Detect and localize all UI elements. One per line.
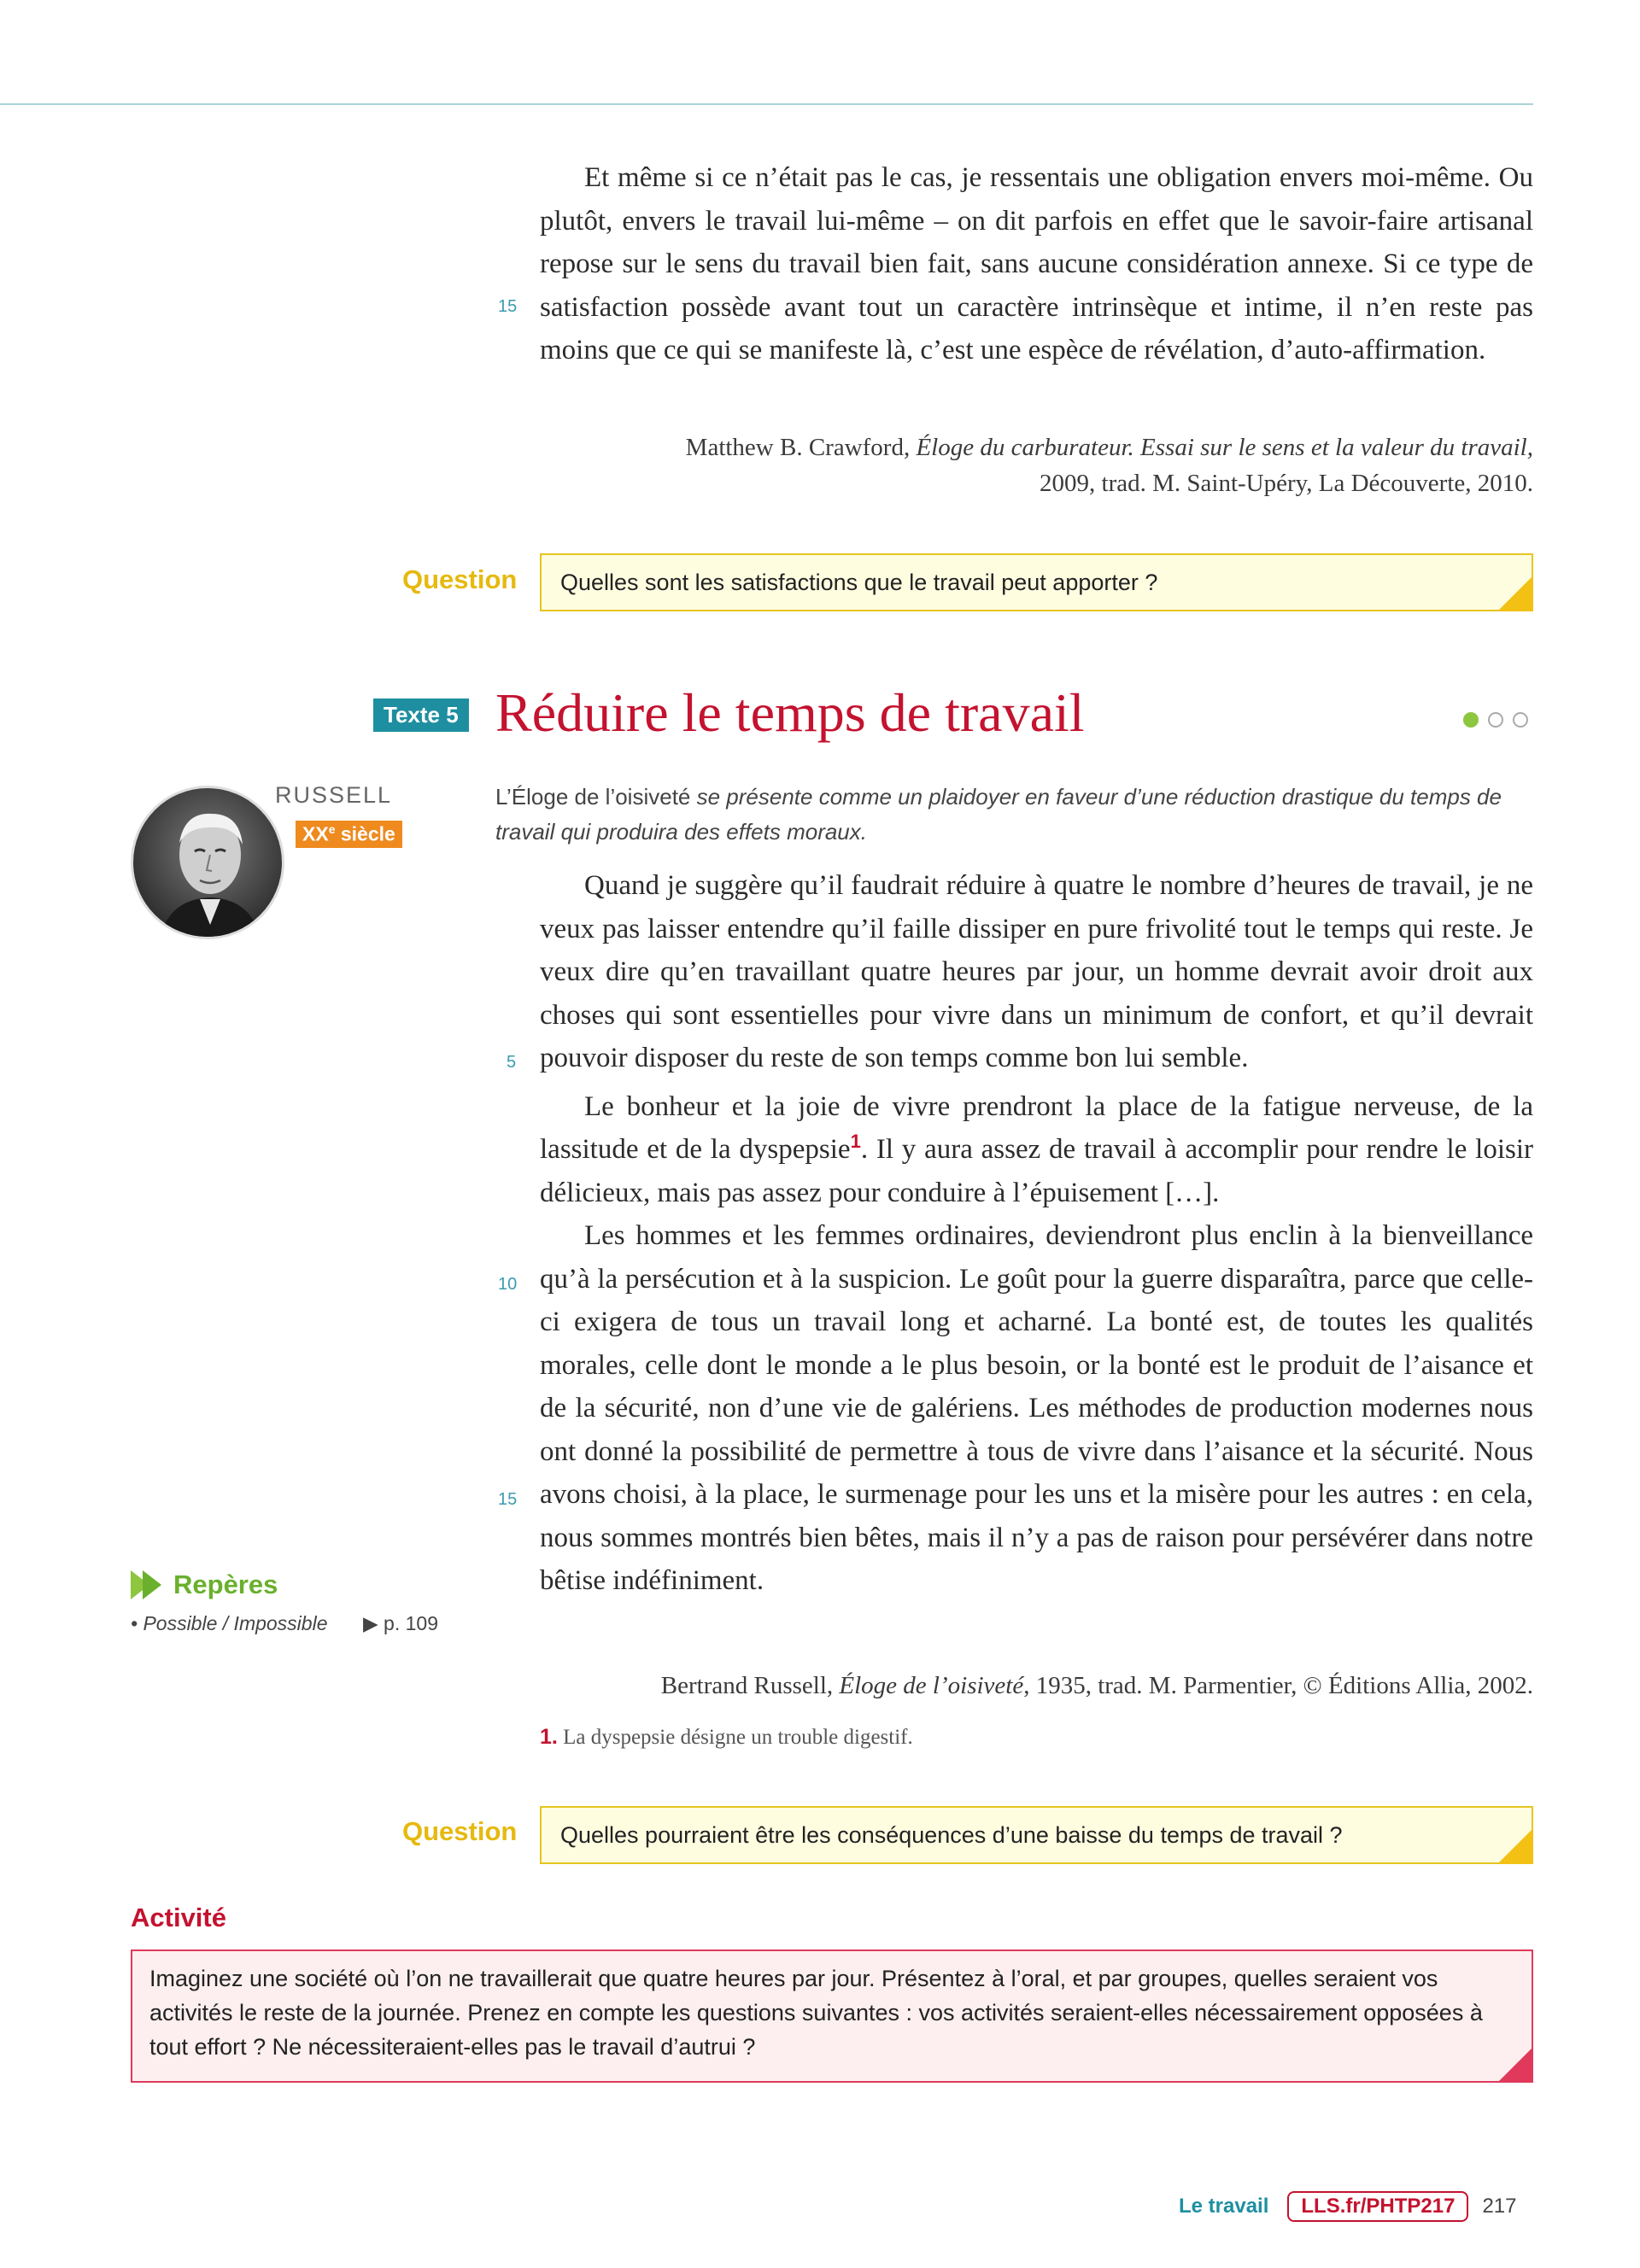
paragraph-3: Les hommes et les femmes ordinaires, deviendront plus enclin à la bienveillance qu’à la persécution et à la suspicion. Le goût pour la guerre disparaîtra, parce que celle-ci exigera de tous un travail long et acharné. La bonté est, de toutes les qualités morales, celle dont le monde a le plus besoin, or la bonté est le produit de l’aisance et de la sécurité, non d’une vie de galériens. Les méthodes de production modernes nous ont donné la possibilité de permettre à tous de vivre dans l’aisance et la sécurité. Nous avons choisi, à la place, le surmenage pour les uns et la misère pour les autres : en cela, nous sommes montrés bien bêtes, mais il n’y a pas de raison pour persévérer dans notre bêtise indéfiniment. [540, 1220, 1533, 1596]
top-excerpt-paragraph: Et même si ce n’était pas le cas, je ressentais une obligation envers moi-même. Ou plutôt, envers le travail lui-même – on dit parfois en effet que le savoir-faire artisanal repose sur le sens du travail bien fait, sans aucune considération annexe. Si ce type de satisfaction possède avant tout un caractère intrinsèque et intime, il n’en reste pas moins que ce qui se manifeste là, c’est une espèce de révélation, d’auto-affirmation. [540, 162, 1533, 365]
main-excerpt [540, 864, 1533, 1603]
line-number: 5 [507, 1053, 517, 1072]
line-number: 10 [498, 1275, 518, 1294]
century-sup: e [328, 822, 336, 836]
question-corner [1497, 1828, 1533, 1864]
page-number: 217 [1482, 2195, 1517, 2218]
question-label: Question [402, 1816, 518, 1846]
main-citation [540, 1668, 1533, 1704]
citation-rest: 2009, trad. M. Saint-Upéry, La Découverte, 2010. [1040, 470, 1533, 497]
paragraph-1: Quand je suggère qu’il faudrait réduire à quatre le nombre d’heures de travail, je ne veux pas laisser entendre qu’il faille dissiper en pure frivolité tout le temps qui reste. Je veux dire qu’en travaillant quatre heures par jour, un homme devrait avoir droit aux choses qui sont essentielles pour vivre dans un minimum de confort, et qu’il devrait pouvoir disposer du reste de son temps comme bon lui semble. [540, 870, 1533, 1073]
footnote-text: La dyspepsie désigne un trouble digestif. [557, 1726, 913, 1749]
footnote-number: 1. [540, 1725, 558, 1749]
author-portrait [131, 786, 284, 939]
activity-label: Activité [131, 1903, 226, 1932]
footnote-marker: 1 [850, 1131, 861, 1152]
line-number: 15 [498, 297, 518, 316]
top-citation [540, 430, 1533, 501]
citation-title: Éloge du carburateur. Essai sur le sens et la valeur du travail, [916, 434, 1533, 461]
paragraph-2-a: Le bonheur et la joie de vivre prendront la place de la fatigue nerveuse, de la lassitude et de la dyspepsie [540, 1090, 1533, 1165]
century-rest: siècle [335, 822, 395, 845]
question-label: Question [402, 564, 518, 594]
author-name: RUSSELL [275, 782, 393, 808]
line-number: 15 [498, 1490, 518, 1509]
footer-chapter: Le travail [1179, 2195, 1269, 2218]
top-excerpt [540, 156, 1533, 372]
paragraph-2-b: . Il y aura assez de travail à accomplir pour rendre le loisir délicieux, mais pas assez pour conduire à l’épuisement […]. [540, 1134, 1533, 1208]
citation-author: Bertrand Russell, [660, 1672, 834, 1699]
text-badge: Texte 5 [373, 699, 469, 732]
question-corner [1497, 576, 1533, 611]
century-main: XX [302, 822, 329, 845]
citation-rest: , 1935, trad. M. Parmentier, © Éditions Allia, 2002. [1023, 1672, 1533, 1699]
paragraph-2 [540, 1085, 1533, 1215]
reperes-title: Repères [173, 1569, 278, 1599]
question-text: Quelles sont les satisfactions que le travail peut apporter ? [560, 569, 1158, 595]
top-divider [0, 103, 1533, 105]
difficulty-dot-filled [1463, 712, 1479, 728]
reperes-page-link[interactable]: ▶ p. 109 [362, 1612, 438, 1634]
intro-title: L’Éloge de l’oisiveté [495, 784, 691, 810]
activity-text: Imaginez une société où l’on ne travaillerait que quatre heures par jour. Présentez à l’oral, et par groupes, quelles seraient vos activités le reste de la journée. Prenez en compte les questions suivantes : vos activités seraient-elles nécessairement opposées à tout effort ? Ne nécessiteraient-elles pas le travail d’autrui ? [149, 1966, 1483, 2060]
citation-author: Matthew B. Crawford, [685, 434, 911, 461]
footer [1179, 2191, 1516, 2222]
activity-corner [1497, 2047, 1533, 2083]
difficulty-dot-empty [1513, 712, 1528, 728]
activity-box [131, 1949, 1533, 2083]
reperes-block [131, 1569, 455, 1635]
intro-rest: se présente comme un plaidoyer en faveur d’une réduction drastique du temps de travail qui produira des effets moraux. [495, 784, 1502, 845]
intro-text [495, 780, 1533, 850]
reperes-arrow-icon [131, 1570, 168, 1599]
footnote [540, 1725, 913, 1750]
question-box [540, 553, 1533, 611]
section-title: Réduire le temps de travail [495, 682, 1085, 743]
difficulty-dot-empty [1488, 712, 1503, 728]
question-text: Quelles pourraient être les conséquences d’une baisse du temps de travail ? [560, 1821, 1343, 1848]
citation-title: Éloge de l’oisiveté [839, 1672, 1024, 1699]
question-box [540, 1806, 1533, 1864]
footer-link[interactable]: LLS.fr/PHTP217 [1287, 2191, 1468, 2222]
reperes-item: • Possible / Impossible [131, 1612, 328, 1634]
century-badge [296, 821, 402, 848]
